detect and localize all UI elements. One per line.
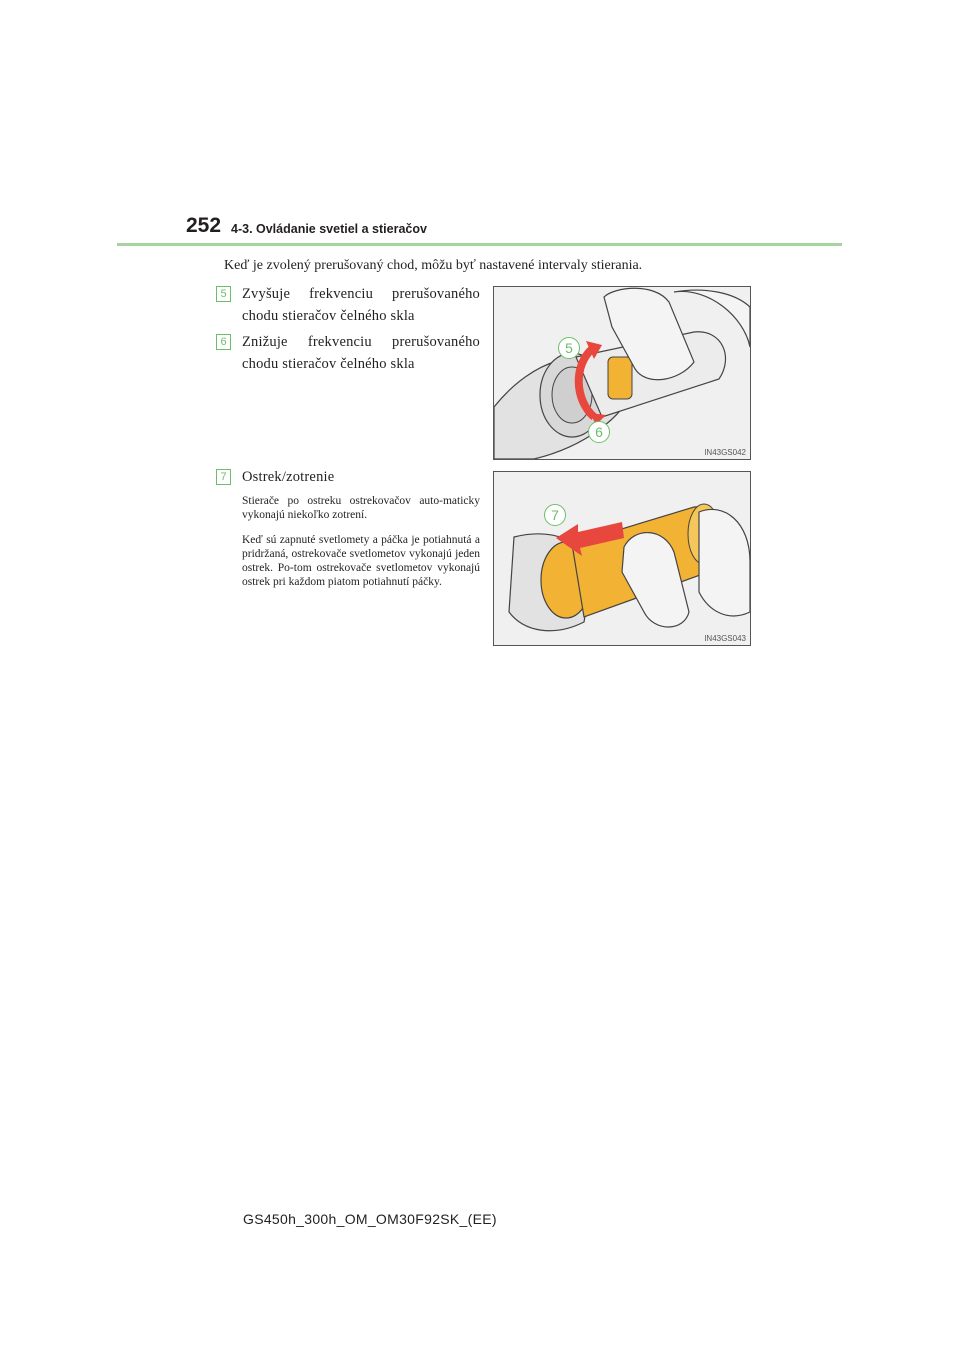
section-title: 4-3. Ovládanie svetiel a stieračov: [231, 222, 427, 236]
figure-washer: [493, 471, 751, 646]
item-text: Ostrek/zotrenie: [242, 469, 335, 485]
intro-text: Keď je zvolený prerušovaný chod, môžu byť nastavené intervaly stierania.: [224, 258, 643, 273]
item-marker: 6: [216, 334, 231, 350]
page-header: [186, 214, 846, 240]
note-auto-wipe: Stierače po ostreku ostrekovačov auto-maticky vykonajú niekoľko zotrení.: [242, 495, 480, 521]
item-text: Znižuje frekvenciu prerušovaného chodu stieračov čelného skla: [242, 334, 480, 372]
item-6: [216, 331, 480, 375]
figure-code: IN43GS043: [704, 634, 746, 643]
page-number: 252: [186, 214, 222, 237]
item-5: [216, 283, 480, 327]
callout-5: 5: [558, 337, 580, 359]
callout-6: 6: [588, 421, 610, 443]
callout-7: 7: [544, 504, 566, 526]
item-marker: 7: [216, 469, 231, 485]
figure-code: IN43GS042: [704, 448, 746, 457]
footer-document-code: GS450h_300h_OM_OM30F92SK_(EE): [243, 1211, 497, 1227]
item-marker: 5: [216, 286, 231, 302]
washer-lever-illustration: [494, 472, 750, 645]
header-rule: [117, 243, 842, 246]
wiper-lever-illustration: [494, 287, 750, 459]
item-text: Zvyšuje frekvenciu prerušovaného chodu stieračov čelného skla: [242, 286, 480, 324]
note-headlight-washer: Keď sú zapnuté svetlomety a páčka je potiahnutá a pridržaná, ostrekovače svetlometov vykonajú jeden ostrek. Po-tom ostrekovače svetlometov vykonajú ostrek pri každom piatom potiahnutí páčky.: [242, 534, 480, 588]
item-7: [216, 466, 480, 488]
figure-wiper-frequency: [493, 286, 751, 460]
